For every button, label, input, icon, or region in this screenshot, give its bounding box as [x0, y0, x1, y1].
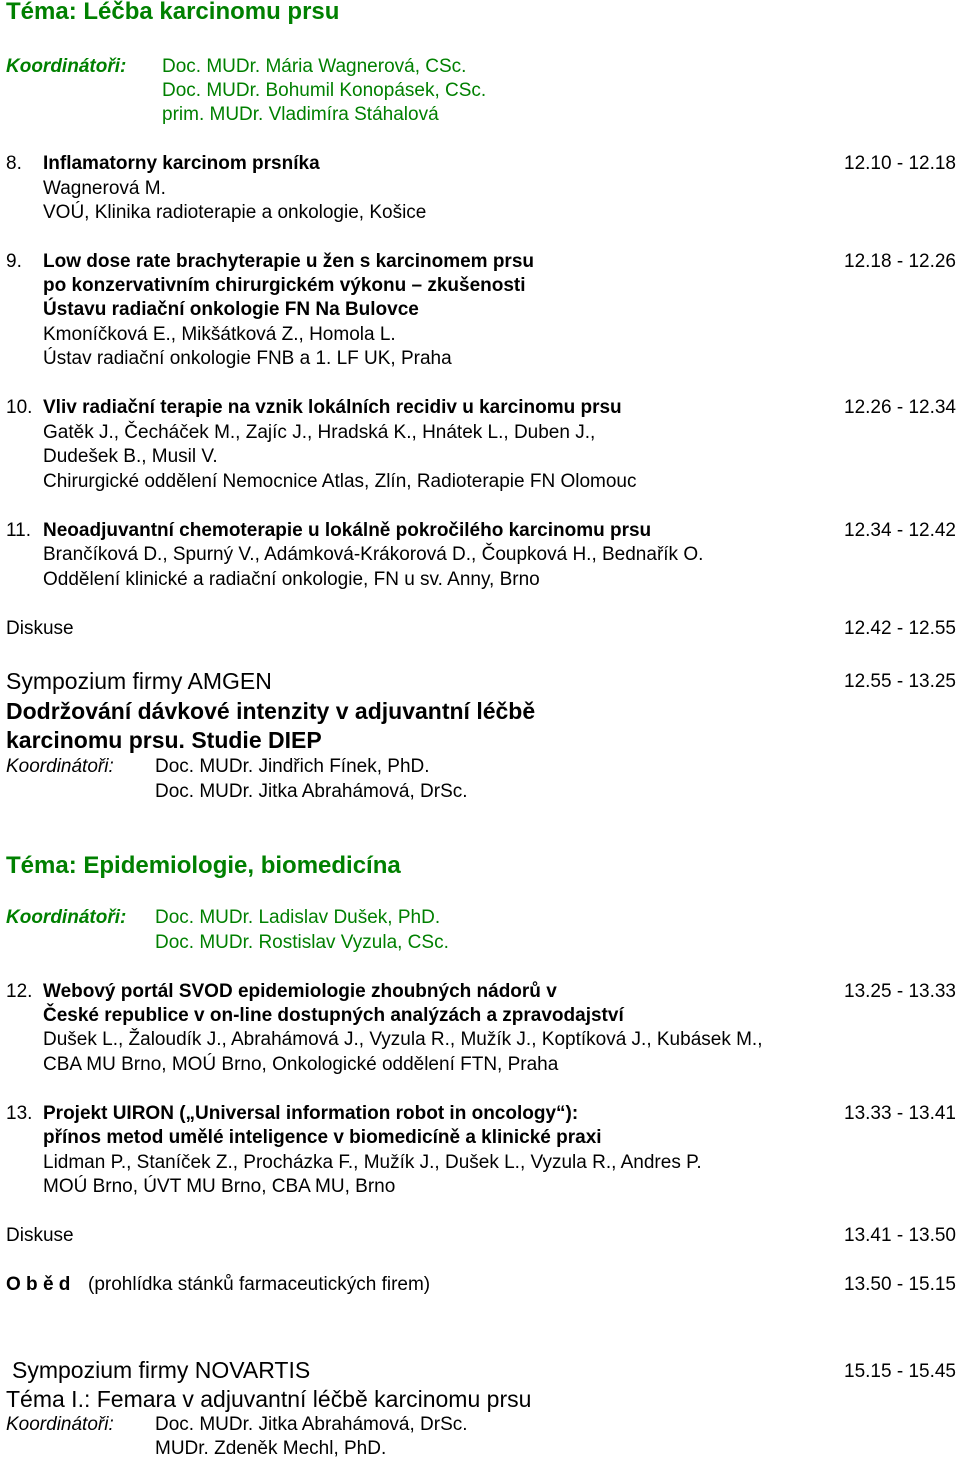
talk-title: přínos metod umělé inteligence v biomedicíně a klinické praxi — [43, 1127, 602, 1148]
lunch-time: 13.50 - 15.15 — [844, 1274, 956, 1295]
symposium-amgen-coordinator: Doc. MUDr. Jindřich Fínek, PhD. — [155, 756, 430, 777]
talk-title: Inflamatorny karcinom prsníka — [43, 153, 320, 174]
talk-authors: Brančíková D., Spurný V., Adámková-Krákorová D., Čoupková H., Bednařík O. — [43, 544, 704, 565]
topic1-coordinator: prim. MUDr. Vladimíra Stáhalová — [162, 104, 439, 125]
discussion-label: Diskuse — [6, 1225, 74, 1246]
talk-institution: CBA MU Brno, MOÚ Brno, Onkologické oddělení FTN, Praha — [43, 1054, 559, 1075]
talk-title: Neoadjuvantní chemoterapie u lokálně pokročilého karcinomu prsu — [43, 520, 652, 541]
talk-title: Webový portál SVOD epidemiologie zhoubných nádorů v — [43, 981, 557, 1002]
talk-title: Ústavu radiační onkologie FN Na Bulovce — [43, 299, 419, 320]
talk-institution: Oddělení klinické a radiační onkologie, FN u sv. Anny, Brno — [43, 569, 540, 590]
talk-number: 12. — [6, 981, 33, 1002]
talk-time: 12.10 - 12.18 — [844, 153, 956, 174]
talk-title: Projekt UIRON („Universal information robot in oncology“): — [43, 1103, 579, 1124]
symposium-novartis-coord-label: Koordinátoři: — [6, 1414, 114, 1435]
symposium-amgen-coordinator: Doc. MUDr. Jitka Abrahámová, DrSc. — [155, 781, 468, 802]
topic1-coordinator: Doc. MUDr. Mária Wagnerová, CSc. — [162, 56, 467, 77]
talk-authors: Kmoníčková E., Mikšátková Z., Homola L. — [43, 324, 396, 345]
talk-authors: Dudešek B., Musil V. — [43, 446, 218, 467]
topic1-coord-label: Koordinátoři: — [6, 56, 127, 77]
symposium-amgen-coord-label: Koordinátoři: — [6, 756, 114, 777]
topic2-coordinator: Doc. MUDr. Ladislav Dušek, PhD. — [155, 907, 441, 928]
talk-number: 13. — [6, 1103, 33, 1124]
talk-time: 13.25 - 13.33 — [844, 981, 956, 1002]
talk-time: 12.34 - 12.42 — [844, 520, 956, 541]
lunch-note: (prohlídka stánků farmaceutických firem) — [88, 1274, 431, 1295]
symposium-novartis-coordinator: MUDr. Zdeněk Mechl, PhD. — [155, 1438, 387, 1459]
discussion-label: Diskuse — [6, 618, 74, 639]
symposium-novartis-title: Sympozium firmy NOVARTIS — [12, 1357, 311, 1383]
talk-number: 11. — [6, 520, 32, 541]
talk-title: Vliv radiační terapie na vznik lokálních recidiv u karcinomu prsu — [43, 397, 622, 418]
talk-title: České republice v on-line dostupných analýzách a zpravodajství — [43, 1005, 624, 1026]
talk-title: Low dose rate brachyterapie u žen s karcinomem prsu — [43, 251, 534, 272]
topic2-coord-label: Koordinátoři: — [6, 907, 127, 928]
talk-time: 12.18 - 12.26 — [844, 251, 956, 272]
symposium-novartis-coordinator: Doc. MUDr. Jitka Abrahámová, DrSc. — [155, 1414, 468, 1435]
symposium-amgen-time: 12.55 - 13.25 — [844, 671, 956, 692]
talk-authors: Wagnerová M. — [43, 178, 166, 199]
talk-number: 10. — [6, 397, 33, 418]
symposium-amgen-subtitle: Dodržování dávkové intenzity v adjuvantní léčbě — [6, 698, 536, 724]
talk-number: 8. — [6, 153, 22, 174]
discussion-time: 13.41 - 13.50 — [844, 1225, 956, 1246]
talk-time: 12.26 - 12.34 — [844, 397, 956, 418]
topic1-coordinator: Doc. MUDr. Bohumil Konopásek, CSc. — [162, 80, 487, 101]
talk-institution: VOÚ, Klinika radioterapie a onkologie, Košice — [43, 202, 427, 223]
talk-authors: Gatěk J., Čecháček M., Zajíc J., Hradská K., Hnátek L., Duben J., — [43, 422, 596, 443]
talk-institution: MOÚ Brno, ÚVT MU Brno, CBA MU, Brno — [43, 1176, 396, 1197]
symposium-amgen-title: Sympozium firmy AMGEN — [6, 668, 272, 694]
talk-authors: Lidman P., Staníček Z., Procházka F., Mužík J., Dušek L., Vyzula R., Andres P. — [43, 1152, 702, 1173]
symposium-novartis-time: 15.15 - 15.45 — [844, 1361, 956, 1382]
talk-authors: Dušek L., Žaloudík J., Abrahámová J., Vyzula R., Mužík J., Koptíková J., Kubásek M., — [43, 1029, 763, 1050]
talk-time: 13.33 - 13.41 — [844, 1103, 956, 1124]
talk-institution: Chirurgické oddělení Nemocnice Atlas, Zlín, Radioterapie FN Olomouc — [43, 471, 637, 492]
topic2-title: Téma: Epidemiologie, biomedicína — [6, 852, 401, 879]
symposium-amgen-subtitle: karcinomu prsu. Studie DIEP — [6, 727, 322, 753]
topic1-title: Téma: Léčba karcinomu prsu — [6, 0, 340, 25]
talk-number: 9. — [6, 251, 22, 272]
talk-title: po konzervativním chirurgickém výkonu – zkušenosti — [43, 275, 526, 296]
topic2-coordinator: Doc. MUDr. Rostislav Vyzula, CSc. — [155, 932, 449, 953]
symposium-novartis-subtitle: Téma I.: Femara v adjuvantní léčbě karcinomu prsu — [6, 1386, 532, 1412]
discussion-time: 12.42 - 12.55 — [844, 618, 956, 639]
lunch-label: O b ě d — [6, 1274, 71, 1295]
talk-institution: Ústav radiační onkologie FNB a 1. LF UK, Praha — [43, 348, 452, 369]
